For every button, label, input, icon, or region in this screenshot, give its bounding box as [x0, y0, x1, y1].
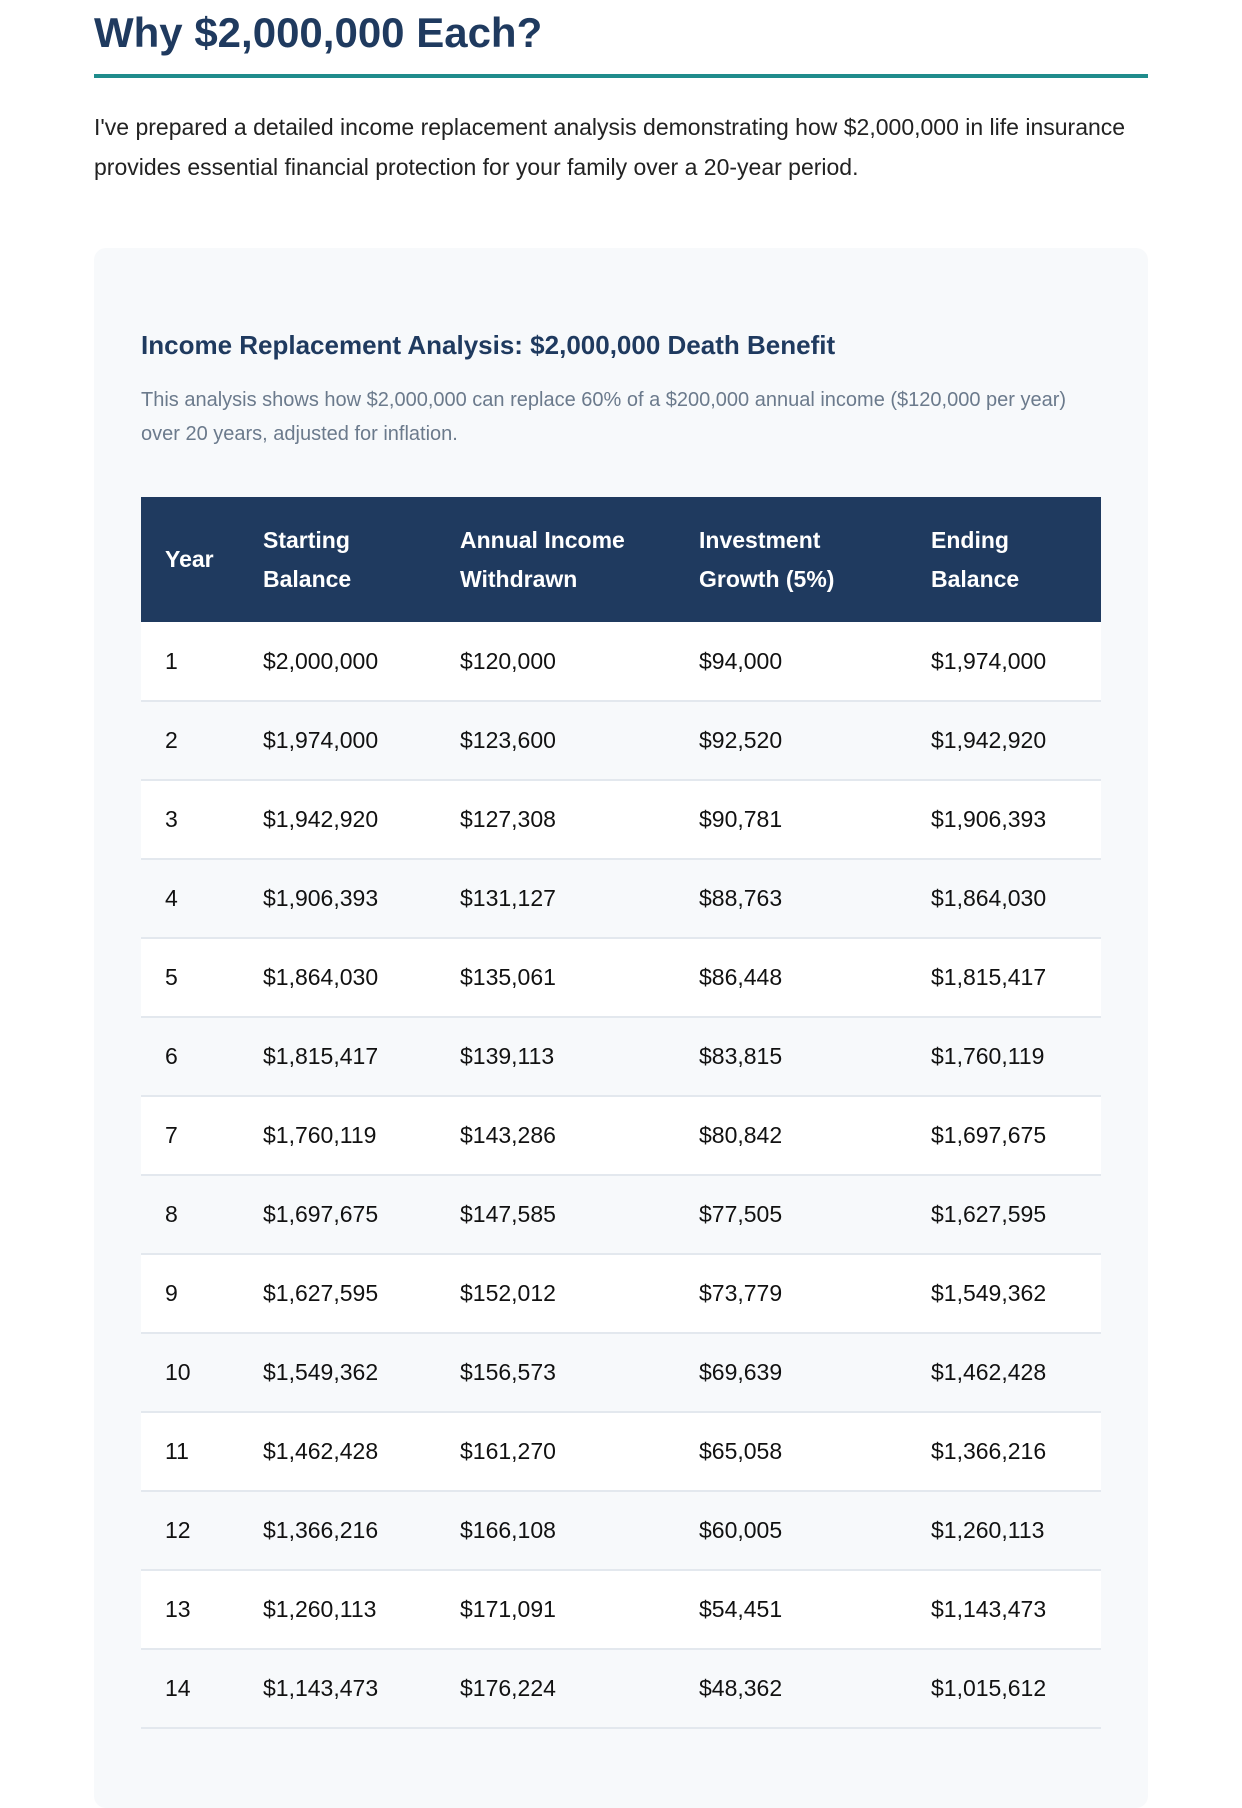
- table-row: [141, 1412, 1101, 1491]
- cell-starting-balance: $2,000,000: [239, 622, 436, 701]
- cell-year: 7: [141, 1096, 239, 1175]
- cell-starting-balance: $1,906,393: [239, 859, 436, 938]
- cell-annual-income-withdrawn: $143,286: [436, 1096, 675, 1175]
- table-row: [141, 1017, 1101, 1096]
- analysis-card-content: [141, 328, 1101, 1701]
- column-header-starting-balance: Starting Balance: [239, 497, 436, 622]
- cell-annual-income-withdrawn: $135,061: [436, 938, 675, 1017]
- table-body: [141, 622, 1101, 1728]
- table-row: [141, 701, 1101, 780]
- table-row: [141, 859, 1101, 938]
- cell-ending-balance: $1,143,473: [907, 1570, 1101, 1649]
- cell-year: 9: [141, 1254, 239, 1333]
- cell-investment-growth: $86,448: [675, 938, 907, 1017]
- cell-starting-balance: $1,760,119: [239, 1096, 436, 1175]
- cell-starting-balance: $1,697,675: [239, 1175, 436, 1254]
- cell-ending-balance: $1,260,113: [907, 1491, 1101, 1570]
- cell-starting-balance: $1,143,473: [239, 1649, 436, 1728]
- cell-ending-balance: $1,974,000: [907, 622, 1101, 701]
- cell-annual-income-withdrawn: $127,308: [436, 780, 675, 859]
- cell-investment-growth: $65,058: [675, 1412, 907, 1491]
- cell-year: 6: [141, 1017, 239, 1096]
- cell-starting-balance: $1,864,030: [239, 938, 436, 1017]
- cell-ending-balance: $1,462,428: [907, 1333, 1101, 1412]
- cell-year: 10: [141, 1333, 239, 1412]
- cell-ending-balance: $1,864,030: [907, 859, 1101, 938]
- analysis-description: This analysis shows how $2,000,000 can replace 60% of a $200,000 annual income ($120,000 per year) over 20 years, adjusted for inflation.: [141, 389, 1067, 445]
- cell-ending-balance: $1,366,216: [907, 1412, 1101, 1491]
- cell-starting-balance: $1,815,417: [239, 1017, 436, 1096]
- cell-annual-income-withdrawn: $152,012: [436, 1254, 675, 1333]
- cell-investment-growth: $54,451: [675, 1570, 907, 1649]
- table-row: [141, 622, 1101, 701]
- table-row: [141, 780, 1101, 859]
- cell-year: 13: [141, 1570, 239, 1649]
- page-container: [94, 0, 1148, 1701]
- table-row: [141, 1570, 1101, 1649]
- cell-investment-growth: $73,779: [675, 1254, 907, 1333]
- column-header-annual-income-withdrawn: Annual Income Withdrawn: [436, 497, 675, 622]
- cell-starting-balance: $1,942,920: [239, 780, 436, 859]
- table-row: [141, 1175, 1101, 1254]
- cell-annual-income-withdrawn: $123,600: [436, 701, 675, 780]
- cell-year: 14: [141, 1649, 239, 1728]
- table-row: [141, 938, 1101, 1017]
- cell-year: 8: [141, 1175, 239, 1254]
- cell-year: 4: [141, 859, 239, 938]
- cell-year: 12: [141, 1491, 239, 1570]
- column-header-ending-balance: Ending Balance: [907, 497, 1101, 622]
- cell-starting-balance: $1,366,216: [239, 1491, 436, 1570]
- table-row: [141, 1333, 1101, 1412]
- column-header-year: Year: [141, 497, 239, 622]
- cell-ending-balance: $1,015,612: [907, 1649, 1101, 1728]
- analysis-title: Income Replacement Analysis: $2,000,000 Death Benefit: [141, 330, 836, 360]
- cell-ending-balance: $1,549,362: [907, 1254, 1101, 1333]
- cell-annual-income-withdrawn: $139,113: [436, 1017, 675, 1096]
- cell-year: 2: [141, 701, 239, 780]
- analysis-card: [94, 248, 1148, 1808]
- cell-starting-balance: $1,549,362: [239, 1333, 436, 1412]
- cell-starting-balance: $1,462,428: [239, 1412, 436, 1491]
- cell-investment-growth: $94,000: [675, 622, 907, 701]
- cell-annual-income-withdrawn: $176,224: [436, 1649, 675, 1728]
- cell-ending-balance: $1,942,920: [907, 701, 1101, 780]
- cell-ending-balance: $1,697,675: [907, 1096, 1101, 1175]
- cell-annual-income-withdrawn: $120,000: [436, 622, 675, 701]
- cell-investment-growth: $77,505: [675, 1175, 907, 1254]
- cell-year: 3: [141, 780, 239, 859]
- column-header-investment-growth: Investment Growth (5%): [675, 497, 907, 622]
- cell-ending-balance: $1,627,595: [907, 1175, 1101, 1254]
- cell-starting-balance: $1,260,113: [239, 1570, 436, 1649]
- cell-annual-income-withdrawn: $171,091: [436, 1570, 675, 1649]
- cell-investment-growth: $90,781: [675, 780, 907, 859]
- cell-year: 1: [141, 622, 239, 701]
- cell-year: 5: [141, 938, 239, 1017]
- cell-annual-income-withdrawn: $161,270: [436, 1412, 675, 1491]
- table-row: [141, 1491, 1101, 1570]
- cell-investment-growth: $83,815: [675, 1017, 907, 1096]
- income-replacement-table: [141, 497, 1101, 1729]
- cell-starting-balance: $1,627,595: [239, 1254, 436, 1333]
- cell-ending-balance: $1,815,417: [907, 938, 1101, 1017]
- table-header: [141, 497, 1101, 622]
- cell-investment-growth: $80,842: [675, 1096, 907, 1175]
- cell-annual-income-withdrawn: $166,108: [436, 1491, 675, 1570]
- cell-ending-balance: $1,760,119: [907, 1017, 1101, 1096]
- cell-ending-balance: $1,906,393: [907, 780, 1101, 859]
- table-row: [141, 1649, 1101, 1728]
- intro-paragraph: I've prepared a detailed income replacement analysis demonstrating how $2,000,000 in life insurance provides essential financial protection for your family over a 20-year period.: [94, 114, 1126, 180]
- cell-annual-income-withdrawn: $131,127: [436, 859, 675, 938]
- cell-annual-income-withdrawn: $156,573: [436, 1333, 675, 1412]
- cell-year: 11: [141, 1412, 239, 1491]
- cell-investment-growth: $69,639: [675, 1333, 907, 1412]
- cell-annual-income-withdrawn: $147,585: [436, 1175, 675, 1254]
- page-title: Why $2,000,000 Each?: [94, 0, 1148, 78]
- cell-investment-growth: $48,362: [675, 1649, 907, 1728]
- cell-investment-growth: $92,520: [675, 701, 907, 780]
- table-header-row: [141, 497, 1101, 622]
- table-row: [141, 1254, 1101, 1333]
- cell-investment-growth: $88,763: [675, 859, 907, 938]
- cell-starting-balance: $1,974,000: [239, 701, 436, 780]
- cell-investment-growth: $60,005: [675, 1491, 907, 1570]
- table-row: [141, 1096, 1101, 1175]
